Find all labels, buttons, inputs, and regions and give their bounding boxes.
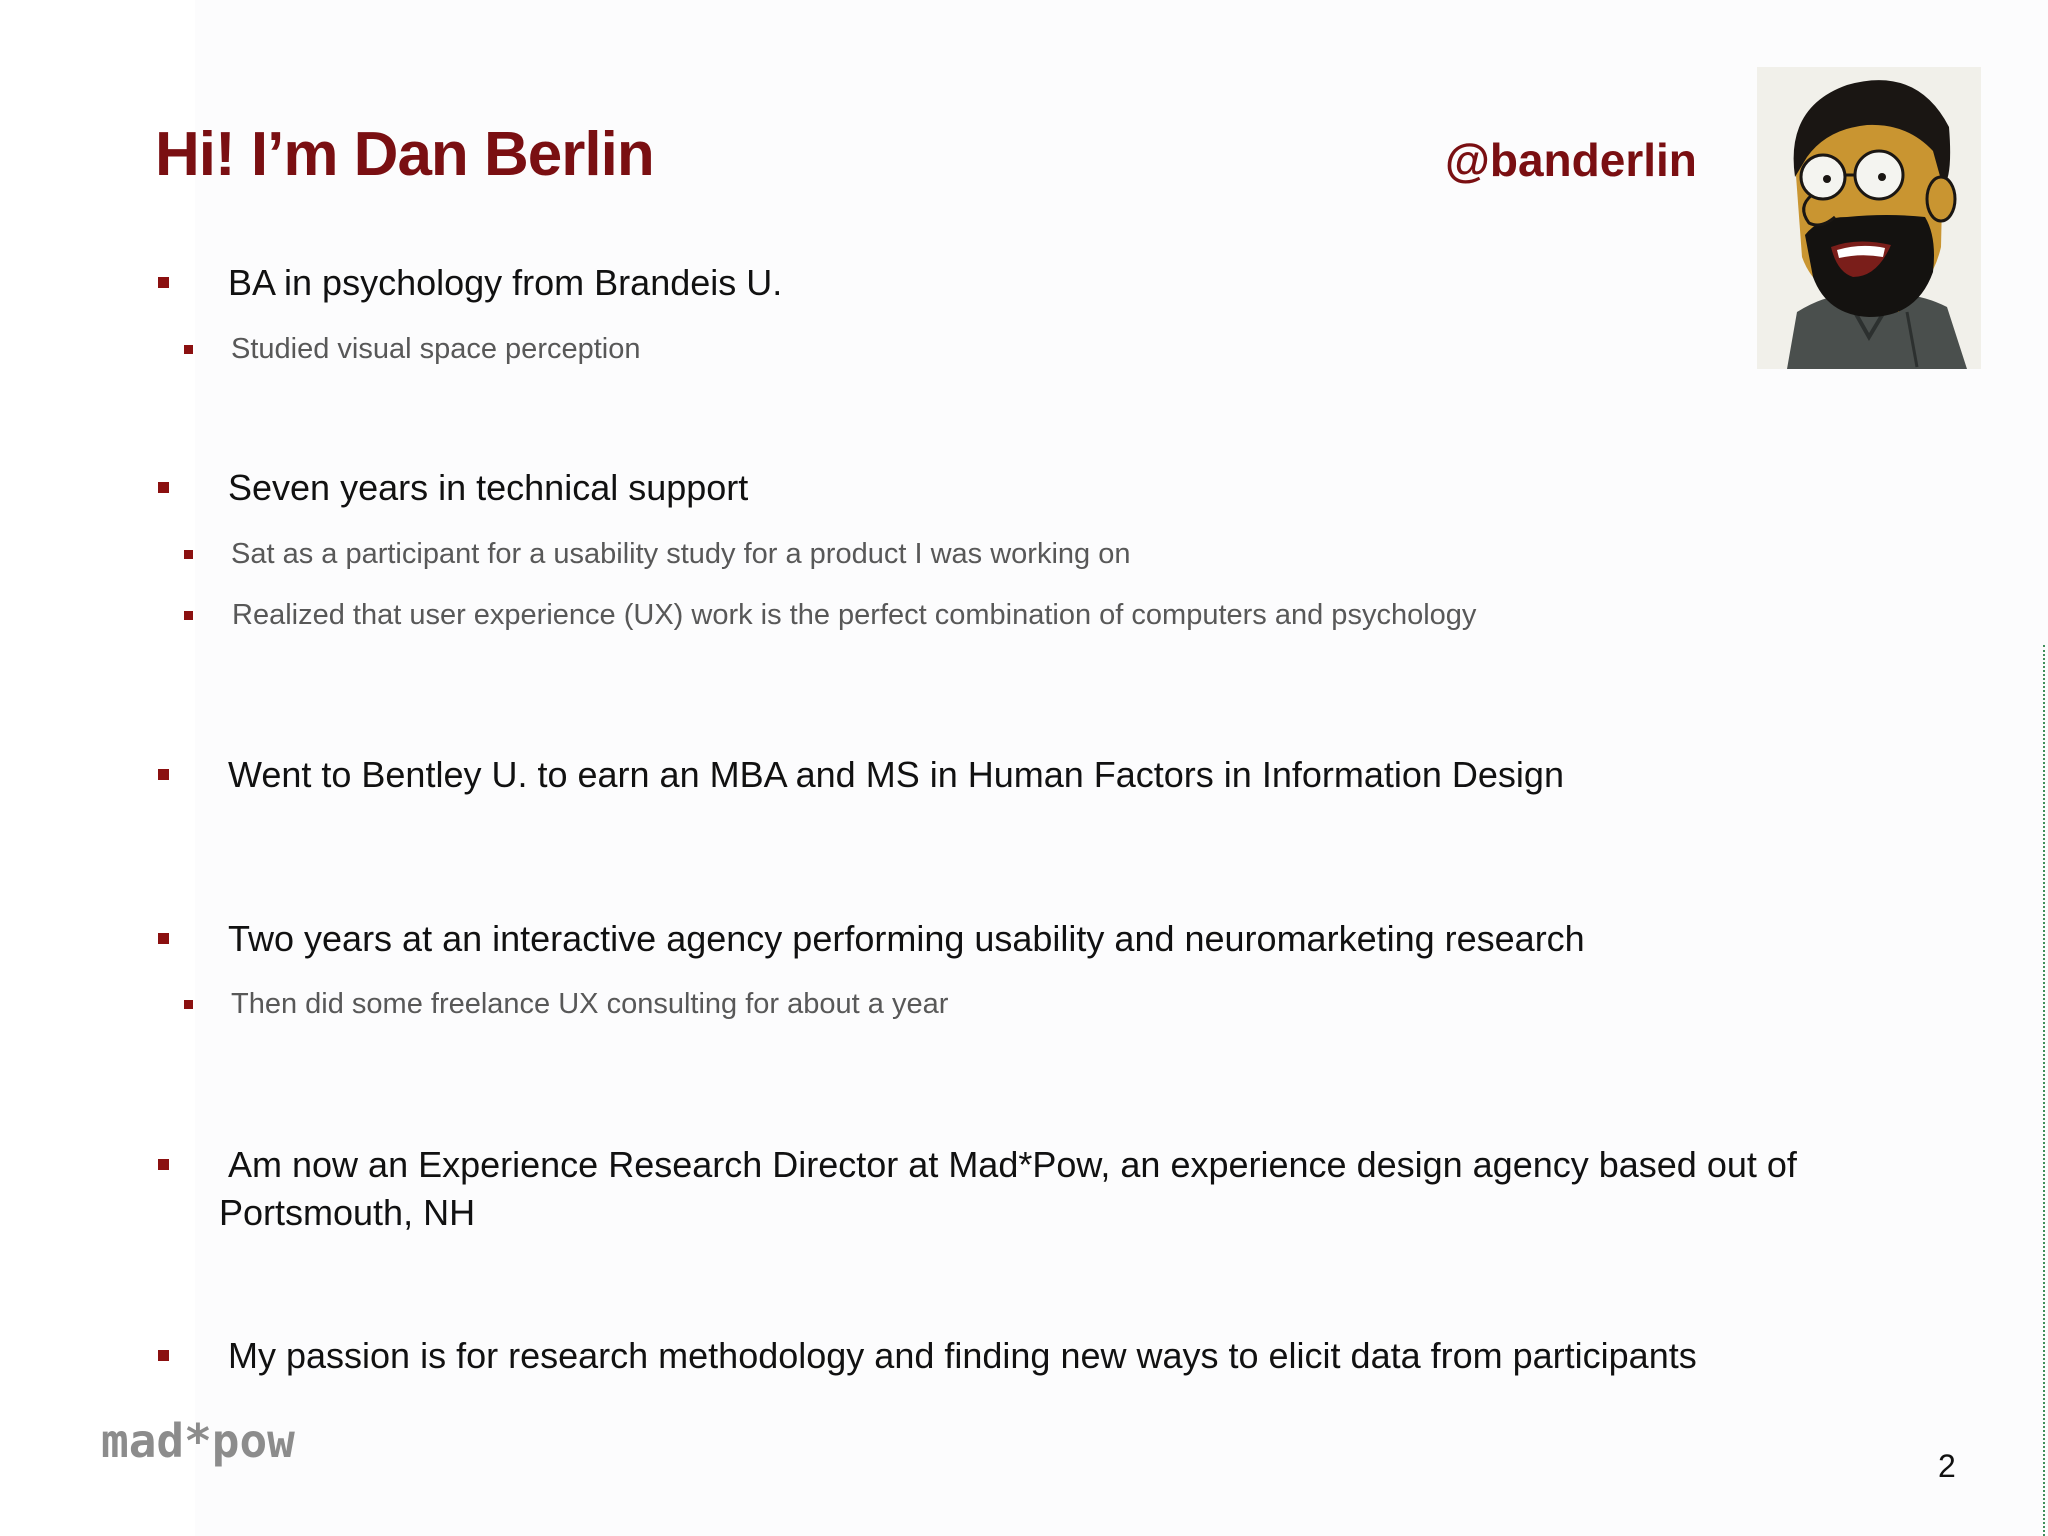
page-number: 2 <box>1938 1448 1956 1484</box>
sub-bullet-marker <box>184 611 193 620</box>
bullet-item: Two years at an interactive agency performing usability and neuromarketing research <box>228 918 1585 959</box>
bullet-item: BA in psychology from Brandeis U. <box>228 262 783 303</box>
bullet-marker <box>158 769 169 780</box>
sub-bullet-item: Sat as a participant for a usability study for a product I was working on <box>231 538 1131 570</box>
twitter-handle: @banderlin <box>1445 134 1697 186</box>
dotted-edge-line <box>2043 645 2045 1536</box>
sub-bullet-marker <box>184 345 193 354</box>
sub-bullet-item: Realized that user experience (UX) work is the perfect combination of computers and psychology <box>232 599 1477 631</box>
madpow-logo <box>101 1417 361 1473</box>
bullet-item: Went to Bentley U. to earn an MBA and MS in Human Factors in Information Design <box>228 754 1564 795</box>
madpow-logo-text: mad*pow <box>101 1417 295 1468</box>
bullet-item: My passion is for research methodology and finding new ways to elicit data from participants <box>228 1335 1697 1376</box>
sub-bullet-marker <box>184 550 193 559</box>
bullet-marker <box>158 482 169 493</box>
bullet-marker <box>158 933 169 944</box>
portrait-drawing <box>1757 67 1981 369</box>
bullet-item: Seven years in technical support <box>228 467 749 508</box>
bullet-marker <box>158 1159 169 1170</box>
bullet-marker <box>158 1350 169 1361</box>
slide-title: Hi! I’m Dan Berlin <box>155 120 654 189</box>
bullet-item: Am now an Experience Research Director at Mad*Pow, an experience design agency based out of <box>228 1144 1797 1185</box>
madpow-logo-mark <box>101 1417 361 1473</box>
sub-bullet-item: Then did some freelance UX consulting for about a year <box>231 988 949 1020</box>
sub-bullet-item: Studied visual space perception <box>231 333 641 365</box>
sub-bullet-marker <box>184 1000 193 1009</box>
cartoon-portrait-image <box>1757 67 1981 369</box>
bullet-item-continuation: Portsmouth, NH <box>219 1192 476 1233</box>
bullet-marker <box>158 277 169 288</box>
